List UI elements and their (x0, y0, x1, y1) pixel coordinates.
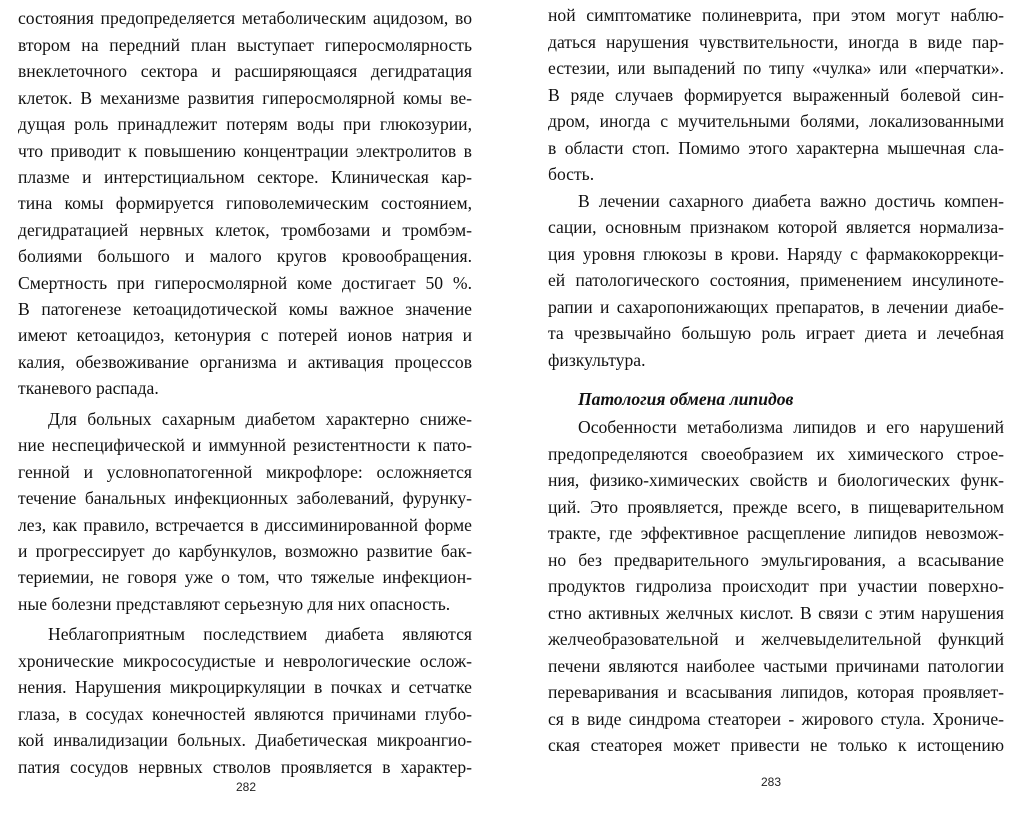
text-line: патия сосудов нервных стволов проявляется в характер- (18, 757, 472, 777)
text-line: дущая роль принадлежит потерям воды при глюкозурии, (18, 114, 472, 134)
text-line: предопределяются своеобразием их химического строе- (548, 444, 1004, 464)
text-line: Неблагоприятным последствием диабета являются (48, 624, 472, 644)
page-number: 282 (235, 780, 257, 794)
text-line: ние неспецифической и иммунной резистентности к пато- (18, 435, 472, 455)
text-line: Для больных сахарным диабетом характерно сниже- (48, 409, 472, 429)
text-line: рапии и сахаропонижающих препаратов, в лечении диабе- (548, 297, 1004, 317)
text-line: В патогенезе кетоацидотической комы важное значение (18, 299, 472, 319)
text-line: ной симптоматике полиневрита, при этом могут наблю- (548, 5, 1004, 25)
text-line: генной и условнопатогенной микрофлоре: осложняется (18, 462, 472, 482)
text-line: в области стоп. Помимо этого характерна мышечная сла- (548, 138, 1004, 158)
text-line: желчеобразовательной и желчевыделительной функций (548, 629, 1004, 649)
text-line: что приводит к повышению концентрации электролитов в (18, 141, 472, 161)
text-line: Смертность при гиперосмолярной коме достигает 50 %. (18, 273, 472, 293)
text-line: течение банальных инфекционных заболеваний, фурунку- (18, 488, 472, 508)
text-line: естезии, или выпадений по типу «чулка» или «перчатки». (548, 58, 1004, 78)
text-line: териемии, не говоря уже о том, что тяжелые инфекцион- (18, 567, 472, 587)
text-line: печени являются наиболее частыми причинами патологии (548, 656, 1004, 676)
text-line: имеют кетоацидоз, кетонурия с потерей ионов натрия и (18, 325, 472, 345)
text-line: физкультура. (548, 350, 646, 370)
text-line: бость. (548, 164, 595, 184)
text-line: стно активных желчных кислот. В связи с этим нарушения (548, 603, 1004, 623)
text-line: болиями большого и малого кругов кровообращения. (18, 246, 472, 266)
text-line: ные болезни представляют серьезную для них опасность. (18, 594, 451, 614)
text-line: В лечении сахарного диабета важно достичь компен- (578, 191, 1004, 211)
text-line: В ряде случаев формируется выраженный болевой син- (548, 85, 1004, 105)
text-line: клеток. В механизме развития гиперосмолярной комы ве- (18, 88, 472, 108)
left-page (18, 0, 472, 830)
text-line: переваривания и всасывания липидов, которая проявляет- (548, 682, 1004, 702)
text-line: ся в виде синдрома стеатореи - жирового стула. Хрониче- (548, 709, 1004, 729)
text-line: дегидратацией нервных клеток, тромбозами и тромбэм- (18, 220, 472, 240)
text-line: внеклеточного сектора и расширяющаяся дегидратация (18, 61, 472, 81)
text-line: нения. Нарушения микроциркуляции в почках и сетчатке (18, 677, 472, 697)
text-line: глаза, в сосудах конечностей являются причинами глубо- (18, 704, 472, 724)
text-line: тракте, где эффективное расщепление липидов невозмож- (548, 523, 1004, 543)
text-line: лез, как правило, встречается в диссиминированной форме (18, 515, 472, 535)
text-line: ций. Это проявляется, прежде всего, в пищеварительном (548, 497, 1004, 517)
text-line: продуктов гидролиза происходит при участии поверхно- (548, 576, 1004, 596)
text-line: но без предварительного эмульгирования, а всасывание (548, 550, 1004, 570)
text-line: ей патологического состояния, применением инсулиноте- (548, 270, 1004, 290)
text-line: и прогрессирует до карбункулов, возможно развитие бак- (18, 541, 472, 561)
text-line: дром, иногда с мучительными болями, локализованными (548, 111, 1004, 131)
text-line: ская стеаторея может привести не только к истощению (548, 735, 1004, 755)
text-line: та чрезвычайно большую роль играет диета и лечебная (548, 323, 1004, 343)
text-line: ния, физико-химических свойств и биологических функ- (548, 470, 1004, 490)
text-line: калия, обезвоживание организма и активация процессов (18, 352, 472, 372)
text-line: тканевого распада. (18, 378, 159, 398)
text-line: состояния предопределяется метаболическим ацидозом, во (18, 8, 472, 28)
text-line: ция уровня глюкозы в крови. Наряду с фармакокоррекци- (548, 244, 1004, 264)
text-line: Особенности метаболизма липидов и его нарушений (578, 417, 1004, 437)
text-line: плазме и интерстициальном секторе. Клиническая кар- (18, 167, 472, 187)
text-line: тина комы формируется гиповолемическим состоянием, (18, 193, 472, 213)
text-line: втором на передний план выступает гиперосмолярность (18, 35, 472, 55)
section-heading: Патология обмена липидов (578, 389, 794, 409)
text-line: сации, основным признаком которой является нормализа- (548, 217, 1004, 237)
page-number: 283 (760, 775, 782, 789)
text-line: даться нарушения чувствительности, иногда в виде пар- (548, 32, 1004, 52)
text-line: хронические микрососудистые и неврологические ослож- (18, 651, 472, 671)
right-page (548, 0, 1004, 830)
text-line: кой инвалидизации больных. Диабетическая микроангио- (18, 730, 472, 750)
